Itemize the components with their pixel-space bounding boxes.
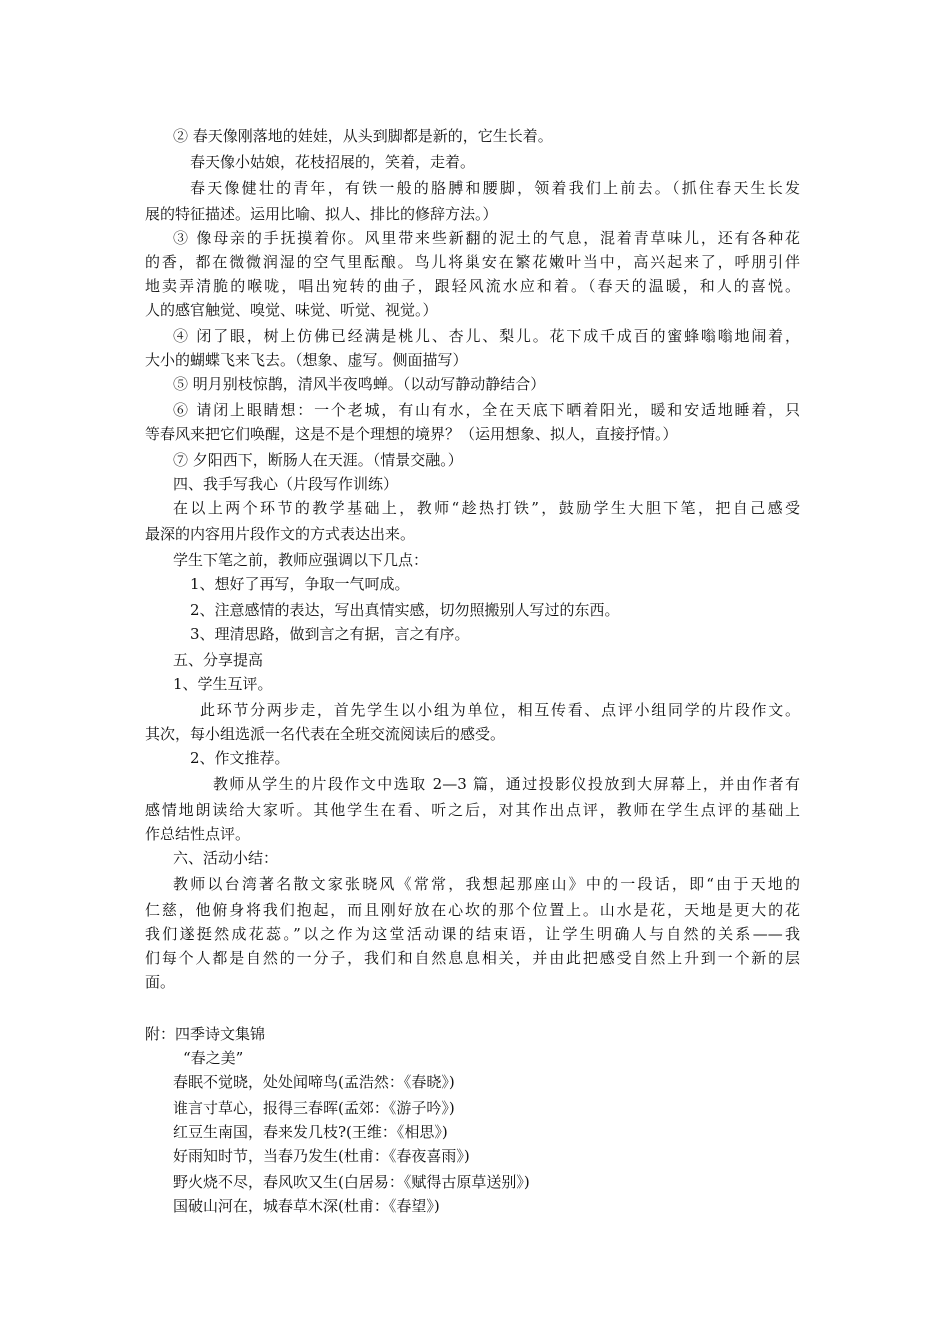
text-line: ⑤ 明月别枝惊鹊，清风半夜鸣蝉。（以动写静动静结合） [173,375,546,393]
text-line: 教师从学生的片段作文中选取 2—3 篇，通过投影仪投放到大屏幕上，并由作者有 [213,775,800,793]
subheading: 2、作文推荐。 [190,749,290,767]
section-heading: 五、分享提高 [173,651,264,669]
text-line: 人的感官触觉、嗅觉、味觉、听觉、视觉。） [145,301,438,319]
list-item: 3、理清思路，做到言之有据，言之有序。 [190,625,470,643]
appendix-heading: 附：四季诗文集锦 [145,1025,266,1043]
text-line: 其次，每小组选派一名代表在全班交流阅读后的感受。 [145,725,506,743]
poem-line: 谁言寸草心，报得三春晖(孟郊：《游子吟》) [173,1099,455,1117]
list-item: 2、注意感情的表达，写出真情实感，切勿照搬别人写过的东西。 [190,601,620,619]
text-line: ② 春天像刚落地的娃娃，从头到脚都是新的，它生长着。 [173,127,553,145]
text-line: 学生下笔之前，教师应强调以下几点： [173,551,429,569]
text-line: 仁慈，他俯身将我们抱起，而且刚好放在心坎的那个位置上。山水是花，天地是更大的花 [145,901,800,919]
poem-line: 红豆生南国，春来发几枝?(王维：《相思》) [173,1123,448,1141]
text-line: 面。 [145,973,176,991]
section-heading: 四、我手写我心（片段写作训练） [173,475,399,493]
text-line: 教师以台湾著名散文家张晓风《常常，我想起那座山》中的一段话，即“由于天地的 [173,875,800,893]
appendix-subheading: “春之美” [183,1049,244,1067]
text-line: 此环节分两步走，首先学生以小组为单位，相互传看、点评小组同学的片段作文。 [200,701,800,719]
text-line: 作总结性点评。 [145,825,251,843]
subheading: 1、学生互评。 [173,675,273,693]
poem-line: 野火烧不尽，春风吹又生(白居易：《赋得古原草送别》) [173,1173,530,1191]
list-item: 1、想好了再写，争取一气呵成。 [190,575,410,593]
poem-line: 国破山河在，城春草木深(杜甫：《春望》) [173,1197,440,1215]
text-line: 地卖弄清脆的喉咙，唱出宛转的曲子，跟轻风流水应和着。（春天的温暖，和人的喜悦。 [145,277,800,295]
text-line: ③ 像母亲的手抚摸着你。风里带来些新翻的泥土的气息，混着青草味儿，还有各种花 [173,229,800,247]
text-line: 们每个人都是自然的一分子，我们和自然息息相关，并由此把感受自然上升到一个新的层 [145,949,800,967]
text-line: 最深的内容用片段作文的方式表达出来。 [145,525,416,543]
text-line: 感情地朗读给大家听。其他学生在看、听之后，对其作出点评，教师在学生点评的基础上 [145,801,800,819]
text-line: 大小的蝴蝶飞来飞去。（想象、虚写。侧面描写） [145,351,468,369]
text-line: ⑦ 夕阳西下，断肠人在天涯。（情景交融。） [173,451,463,469]
text-line: 的香，都在微微润湿的空气里酝酿。鸟儿将巢安在繁花嫩叶当中，高兴起来了，呼朋引伴 [145,253,800,271]
poem-line: 好雨知时节，当春乃发生(杜甫：《春夜喜雨》) [173,1147,470,1165]
text-line: ④ 闭了眼，树上仿佛已经满是桃儿、杏儿、梨儿。花下成千成百的蜜蜂嗡嗡地闹着， [173,327,800,345]
text-line: ⑥ 请闭上眼睛想：一个老城，有山有水，全在天底下晒着阳光，暖和安适地睡着，只 [173,401,800,419]
text-line: 展的特征描述。运用比喻、拟人、排比的修辞方法。） [145,205,498,223]
text-line: 春天像健壮的青年，有铁一般的胳膊和腰脚，领着我们上前去。（抓住春天生长发 [190,179,800,197]
text-line: 等春风来把它们唤醒，这是不是个理想的境界？（运用想象、拟人，直接抒情。） [145,425,678,443]
poem-line: 春眠不觉晓，处处闻啼鸟(孟浩然：《春晓》) [173,1073,455,1091]
text-line: 在以上两个环节的教学基础上，教师“趁热打铁”，鼓励学生大胆下笔，把自己感受 [173,499,800,517]
text-line: 我们遂挺然成花蕊。”以之作为这堂活动课的结束语，让学生明确人与自然的关系——我 [145,925,800,943]
section-heading: 六、活动小结： [173,849,279,867]
text-line: 春天像小姑娘，花枝招展的，笑着，走着。 [190,153,476,171]
